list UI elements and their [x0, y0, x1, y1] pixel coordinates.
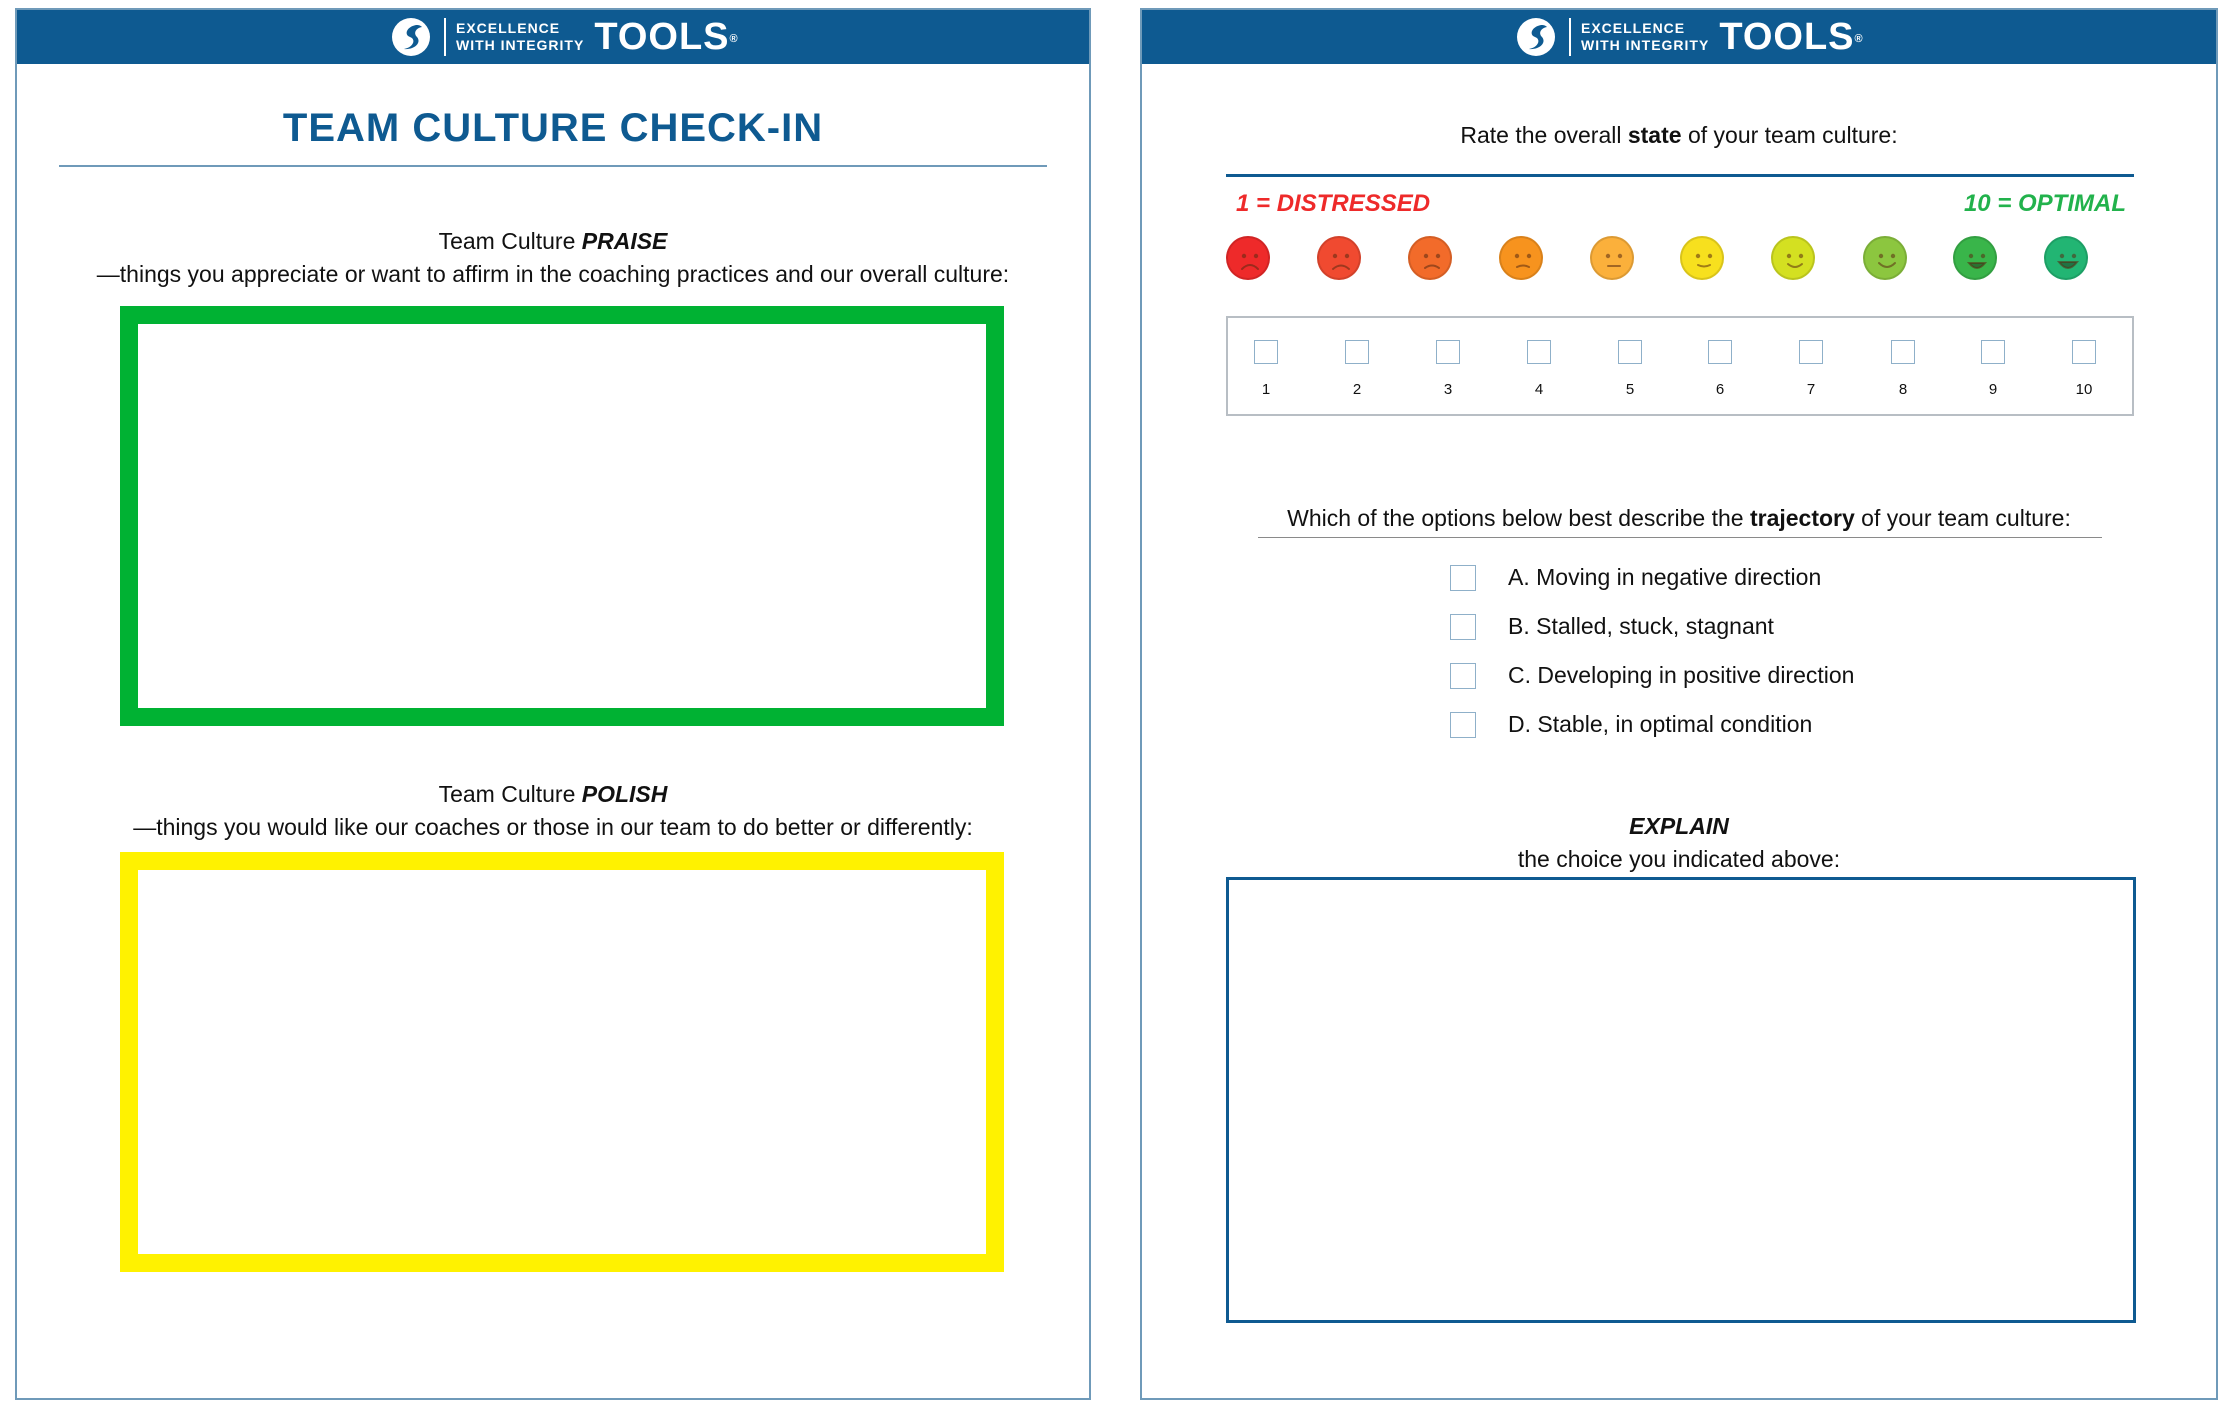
brand-name [1719, 18, 1863, 56]
brand-tagline [456, 20, 584, 54]
brand-line-2: WITH INTEGRITY [456, 37, 585, 53]
praise-heading [17, 225, 1089, 291]
very-sad-face-icon [1226, 236, 1270, 280]
brand-name-text: TOOLS [594, 16, 730, 58]
praise-emphasis: PRAISE [581, 228, 668, 254]
smile-face-icon [1771, 236, 1815, 280]
rating-number: 4 [1534, 381, 1544, 398]
brand-line-1: EXCELLENCE [456, 20, 561, 36]
trajectory-checkbox[interactable] [1450, 614, 1476, 640]
registered-mark: ® [729, 33, 739, 45]
rating-checkbox[interactable] [2072, 340, 2096, 364]
rating-number: 3 [1443, 381, 1453, 398]
rating-checkbox[interactable] [1618, 340, 1642, 364]
rating-checkbox[interactable] [1708, 340, 1732, 364]
brand-name [594, 18, 738, 56]
rating-checkbox[interactable] [1527, 340, 1551, 364]
title-divider [59, 165, 1047, 167]
neutral-face-icon [1590, 236, 1634, 280]
brand-divider [444, 18, 446, 56]
explain-response-box[interactable] [1226, 877, 2136, 1323]
scale-low-label: 1 = DISTRESSED [1236, 190, 1431, 217]
brand-lockup [392, 10, 739, 64]
happy-face-icon [1863, 236, 1907, 280]
rating-number: 7 [1806, 381, 1816, 398]
rating-option[interactable] [1963, 340, 2023, 398]
praise-description: —things you appreciate or want to affirm in the coaching practices and our overall culture: [96, 261, 1010, 287]
worksheet-page-2 [1140, 8, 2218, 1400]
trajectory-question-pre: Which of the options below best describe the [1287, 505, 1750, 531]
explain-description: the choice you indicated above: [1517, 846, 1841, 872]
brand-name-text: TOOLS [1719, 16, 1855, 58]
worksheet-page-1 [15, 8, 1091, 1400]
polish-description: —things you would like our coaches or those in our team to do better or differently: [133, 814, 973, 840]
praise-response-box[interactable] [120, 306, 1004, 726]
state-divider [1226, 174, 2134, 177]
grin-face-icon [1953, 236, 1997, 280]
polish-emphasis: POLISH [581, 781, 668, 807]
rating-checkbox[interactable] [1891, 340, 1915, 364]
praise-lead: Team Culture [438, 228, 582, 254]
polish-heading [17, 778, 1089, 844]
polish-lead: Team Culture [438, 781, 582, 807]
state-question-post: of your team culture: [1681, 122, 1898, 148]
rating-option[interactable] [1509, 340, 1569, 398]
trajectory-question-post: of your team culture: [1854, 505, 2071, 531]
trajectory-option[interactable] [1450, 711, 1812, 738]
rating-checkbox[interactable] [1799, 340, 1823, 364]
slight-smile-face-icon [1680, 236, 1724, 280]
state-question-bold: state [1627, 122, 1682, 148]
rating-checkbox[interactable] [1436, 340, 1460, 364]
trajectory-option-label: B. Stalled, stuck, stagnant [1508, 613, 1774, 639]
trajectory-question-bold: trajectory [1749, 505, 1855, 531]
rating-option[interactable] [1690, 340, 1750, 398]
polish-response-box[interactable] [120, 852, 1004, 1272]
trajectory-checkbox[interactable] [1450, 565, 1476, 591]
brand-lockup [1517, 10, 1864, 64]
rating-option[interactable] [1327, 340, 1387, 398]
explain-heading [1142, 810, 2216, 876]
rating-option[interactable] [1781, 340, 1841, 398]
scale-high-label: 10 = OPTIMAL [1963, 190, 2126, 217]
rating-number: 9 [1988, 381, 1998, 398]
trajectory-divider [1258, 537, 2102, 538]
frown-face-icon [1408, 236, 1452, 280]
brand-tagline [1581, 20, 1709, 54]
explain-title: EXPLAIN [1629, 813, 1729, 839]
rating-number: 10 [2075, 381, 2093, 398]
trajectory-option-label: A. Moving in negative direction [1508, 564, 1822, 590]
rating-option[interactable] [1600, 340, 1660, 398]
header-banner [1142, 10, 2216, 64]
rating-number: 8 [1898, 381, 1908, 398]
logo-icon [392, 18, 430, 56]
brand-line-2: WITH INTEGRITY [1581, 37, 1710, 53]
rating-number: 5 [1625, 381, 1635, 398]
trajectory-checkbox[interactable] [1450, 663, 1476, 689]
rating-checkbox[interactable] [1254, 340, 1278, 364]
trajectory-option[interactable] [1450, 662, 1854, 689]
big-grin-face-icon [2044, 236, 2088, 280]
trajectory-option-label: D. Stable, in optimal condition [1508, 711, 1813, 737]
brand-line-1: EXCELLENCE [1581, 20, 1686, 36]
rating-option[interactable] [1873, 340, 1933, 398]
trajectory-option[interactable] [1450, 564, 1821, 591]
rating-scale [1226, 316, 2134, 416]
rating-checkbox[interactable] [1981, 340, 2005, 364]
registered-mark: ® [1854, 33, 1864, 45]
rating-checkbox[interactable] [1345, 340, 1369, 364]
rating-option[interactable] [1418, 340, 1478, 398]
rating-number: 1 [1261, 381, 1271, 398]
page-title: TEAM CULTURE CHECK-IN [282, 106, 824, 150]
logo-icon [1517, 18, 1555, 56]
unhappy-face-icon [1499, 236, 1543, 280]
rating-number: 6 [1715, 381, 1725, 398]
state-question [1142, 122, 2216, 149]
trajectory-option[interactable] [1450, 613, 1774, 640]
trajectory-option-label: C. Developing in positive direction [1508, 662, 1855, 688]
header-banner [17, 10, 1089, 64]
rating-option[interactable] [1236, 340, 1296, 398]
trajectory-checkbox[interactable] [1450, 712, 1476, 738]
state-question-pre: Rate the overall [1460, 122, 1628, 148]
brand-divider [1569, 18, 1571, 56]
rating-option[interactable] [2054, 340, 2114, 398]
sad-face-icon [1317, 236, 1361, 280]
trajectory-question [1142, 505, 2216, 532]
rating-number: 2 [1352, 381, 1362, 398]
